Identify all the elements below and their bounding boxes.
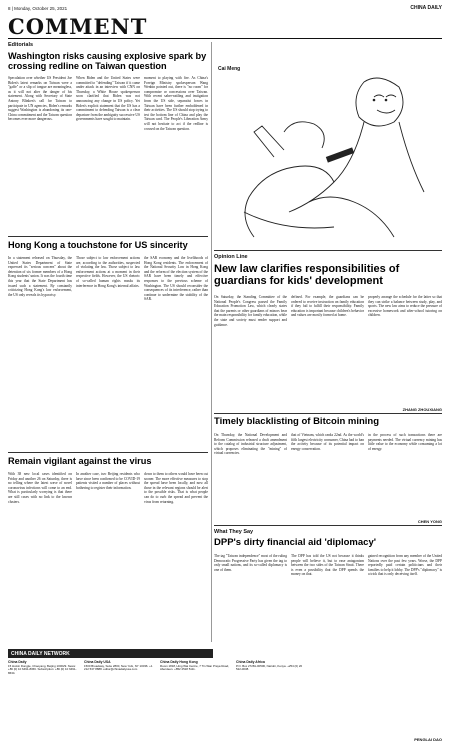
divider	[8, 236, 208, 237]
whatday-kicker: What They Say	[214, 529, 254, 535]
page-info: 8 | Monday, October 25, 2021	[8, 6, 68, 11]
dpp-author: PENGLAI DAO	[414, 737, 442, 742]
editorial-hk-col2: Those subject to law enforcement actions are, according to the authorities, suspected of violating the law. Those subject to law enforcement actions at a moment in their respective fields. However, the US rhetoric of so-called human rights masks its interference in Hong Kong's internal affairs.	[76, 256, 140, 288]
opinion-headline-bitcoin: Timely blacklisting of Bitcoin mining	[214, 416, 380, 427]
editorial-taiwan-col3: moment to playing with fire. As China's Foreign Ministry spokesperson Wang Wenbin pointed out, there is "no room" for compromise or concessions over Taiwan. With recent saber-rattling and instigation from the US side, separatist forces in Taiwan have been further emboldened in their activities. The US should stop trying to test the bottom line of China and play the Taiwan card. The People's Liberation Army will not hesitate to act if the redline is crossed on the Taiwan question.	[144, 76, 208, 131]
editorial-virus-col1: With 38 new local cases identified on Friday and another 26 on Saturday, there is no telling where the latest wave of novel coronavirus infections will come to an end. What is particularly worrying is that there are still cases with no link to the known clusters.	[8, 472, 72, 504]
contact-text: P.O. Box 27281-00506, Nairobi, Kenya. +254 (0) 20 522-0038.	[236, 663, 303, 672]
editorial-headline-taiwan: Washington risks causing explosive spark by crossing redline on Taiwan question	[8, 51, 207, 72]
cartoon-artist: Cai Meng	[218, 66, 241, 72]
opinion-headline-dpp: DPP's dirty financial aid 'diplomacy'	[214, 537, 376, 548]
editorial-cartoon	[214, 62, 442, 247]
contact-text: 1500 Broadway, Suite 2800, New York, NY 10036. +1 212 537 8888. editor@chinadailyusa.com	[84, 663, 153, 672]
opinion-dpp-col1: The tag "Taiwan independence" most of the ruling Democratic Progressive Party has given the tag to only small nations, and its so-called diplomacy is one of them.	[214, 554, 287, 572]
opinion-dpp-col3: gained recognition from any member of the United Nations over the past few years. Worse, the DPP reportedly paid certain politicians and their families to help it lobby. The DPP's "diplomacy" is a trick that is only deceiving itself.	[368, 554, 442, 577]
opinion-bitcoin-col2: that of Vietnam, which ranks 22nd. As the world's fifth largest electricity consumer, China had to ban the activity because of its potential impact on energy conservation.	[291, 433, 364, 451]
opinion-headline-guardians: New law clarifies responsibilities of guardians for kids' development	[214, 263, 400, 288]
contact-title: China Daily Hong Kong	[160, 660, 198, 664]
contact-title: China Daily USA	[84, 660, 111, 664]
contact-text: 15 Huixin Dongjie, Chaoyang, Beijing 100029. News: +86 (0) 10 6491-8366. Subscription: +86 (0) 10 6491-8634.	[8, 663, 77, 676]
opinion-guardians-col1: On Saturday, the Standing Committee of the National People's Congress passed the Family Education Promotion Law, which clearly states that the parents or other guardians of minors bear the main responsibility for family education, while the state and society must render support and guidance.	[214, 295, 287, 327]
contact-info	[8, 661, 308, 739]
masthead-rule	[8, 38, 442, 39]
network-bar: CHINA DAILY NETWORK	[8, 649, 213, 658]
editorials-kicker: Editorials	[8, 42, 34, 48]
opinion-bitcoin-col1: On Thursday, the National Development and Reform Commission released a draft amendment to the catalog of industrial structure adjustment, which proposes eliminating the "mining" of virtual currencies.	[214, 433, 287, 456]
opinion-author: ZHANG ZHOUXIANG	[402, 407, 442, 412]
contact-text: Room 1818, Hing Wai Centre, 7 Tin Wan Praya Road, Aberdeen. +852 2518 5111.	[160, 663, 230, 672]
editorial-hk-col3: the SAR economy and the livelihoods of Hong Kong residents. The enforcement of the National Security Law in Hong Kong and the reform of the election system of the SAR have been timely and effective responses to the previous scheme of Washington. The US should reconsider the consequences of its interference, rather than continue to undermine the stability of the SAR.	[144, 256, 208, 302]
cartoon-drawing	[214, 62, 442, 247]
page-header	[8, 4, 442, 14]
editorial-virus-col3: down to them to others would have been cut sooner. The more effective measures to stop the spread have been locally, and now all those in the relevant regions should be alert to the possible risks. That is what people can do to curb the spread and prevent the virus from returning.	[144, 472, 208, 504]
contact-title: China Daily	[8, 660, 27, 664]
divider	[214, 525, 442, 526]
opinion-bitcoin-col3: in the process of such transactions there are payments needed. The virtual currency mining has little value to the economy while consuming a lot of energy.	[368, 433, 442, 451]
editorial-hk-col1: In a statement released on Thursday, the United States Department of State expressed its "serious concern" about the detention of six former members of a Hong Kong students' union. It was the fourth time this year that the State Department has issued such a statement. By constantly criticizing Hong Kong's law enforcement, the US only reveals its hypocrisy.	[8, 256, 72, 297]
column-divider	[211, 42, 212, 642]
section-masthead: COMMENT	[8, 14, 148, 39]
bitcoin-author: CHEN YONG	[417, 519, 442, 524]
editorial-taiwan-col2: When Biden and the United States were committed to "defending" Taiwan if it came under attack in an interview with CNN on Thursday, a White House spokesperson soon clarified that Biden was not announcing any change in US policy. Yet Biden's explicit statement that the US has a commitment to defending Taiwan is a clear departure from the ambiguity successive US governments have sought to maintain.	[76, 76, 140, 122]
divider	[8, 452, 208, 453]
editorial-headline-virus: Remain vigilant against the virus	[8, 456, 152, 466]
opinion-kicker: Opinion Line	[214, 254, 248, 260]
editorial-headline-hongkong: Hong Kong a touchstone for US sincerity	[8, 240, 188, 250]
editorial-taiwan-col1: Speculation over whether US President Joe Biden's latest remarks on Taiwan were a "gaffe" or a slip of tongue are meaningless, as it will not alter the danger of his statement. Along with Secretary of State Antony Blinken's call for Taiwan to participate in UN agencies, Biden's remarks suggest Washington is abandoning its one-China commitment and the Taiwan question becomes ever more dangerous.	[8, 76, 72, 122]
opinion-guardians-col3: properly arrange the schedule for the latter so that they can strike a balance between study, play, and sports. The new law aims to reduce the pressure of excessive homework and after-school tutoring on children.	[368, 295, 442, 318]
opinion-dpp-col2: The DPP has told the US not because it thinks people will believe it, but to ease antagonism between the two sides of the Taiwan Strait. There is even a possibility that the DPP spends the money on that.	[291, 554, 364, 577]
divider	[214, 250, 442, 251]
brand-name: CHINA DAILY	[410, 5, 442, 11]
opinion-guardians-col2: defined. For example, the guardians can be ordered to receive instruction on family education if they fail to fulfill their responsibility. Family education is important because children's behavior and values are mostly formed at home.	[291, 295, 364, 318]
divider	[214, 413, 442, 414]
editorial-virus-col2: In another case, two Beijing residents who have since been confirmed to be COVID-19 patients visited a number of places without bothering to register their information.	[76, 472, 140, 490]
contact-title: China Daily Africa	[236, 660, 265, 664]
